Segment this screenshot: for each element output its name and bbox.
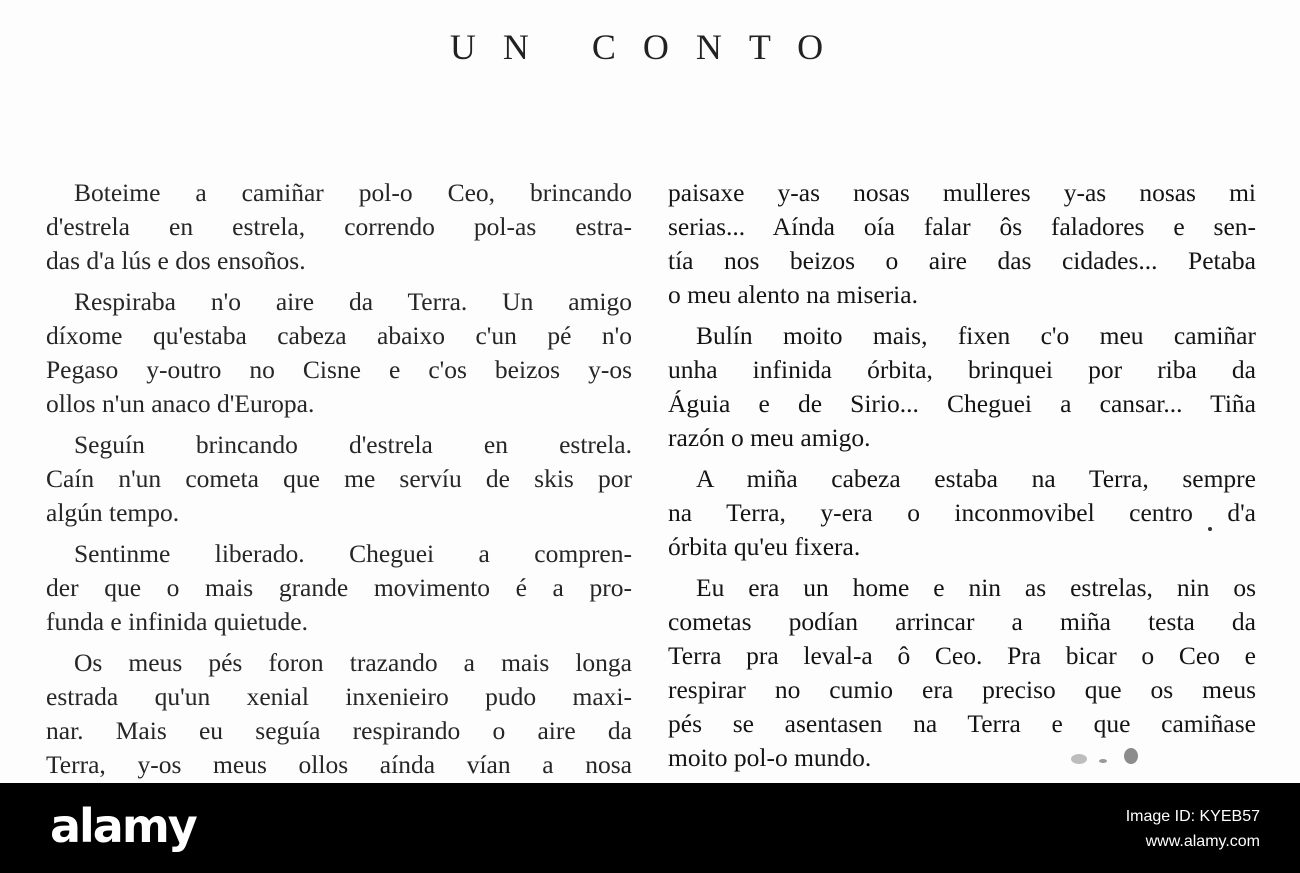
text-line: o meu alento na miseria. (668, 280, 918, 309)
site-url-text: www.alamy.com (1145, 833, 1260, 850)
text-line: d'estrela en estrela, correndo pol-as estra- (46, 212, 632, 241)
paragraph-gap (46, 421, 632, 428)
paragraph-gap (46, 639, 632, 646)
text-line: nar. Mais eu seguía respirando o aire da (46, 716, 632, 745)
text-line: órbita qu'eu fixera. (668, 532, 861, 561)
right-column (668, 176, 1256, 775)
text-line: cometas podían arrincar a miña testa da (668, 607, 1256, 636)
ink-speck (1208, 527, 1212, 531)
text-line: unha infinida órbita, brinquei por riba da (668, 355, 1256, 384)
text-line: das d'a lús e dos ensoños. (46, 246, 306, 275)
image-id-text: Image ID: KYEB57 (1125, 808, 1260, 825)
left-column (46, 176, 632, 782)
text-line: paisaxe y-as nosas mulleres y-as nosas mi (668, 178, 1256, 207)
text-line: Bulín moito mais, fixen c'o meu camiñar (696, 321, 1256, 350)
paragraph-gap (46, 278, 632, 285)
text-line: der que o mais grande movimento é a pro- (46, 573, 632, 602)
paragraph-gap (668, 564, 1256, 571)
text-line: díxome qu'estaba cabeza abaixo c'un pé n'o (46, 321, 632, 350)
text-line: Respiraba n'o aire da Terra. Un amigo (74, 287, 632, 316)
alamy-logo: alamy (50, 799, 196, 853)
text-line: tía nos beizos o aire das cidades... Petaba (668, 246, 1256, 275)
text-line: A miña cabeza estaba na Terra, sempre (696, 464, 1256, 493)
text-line: Seguín brincando d'estrela en estrela. (74, 430, 632, 459)
page-title (0, 26, 1300, 68)
paragraph-gap (668, 312, 1256, 319)
text-line: Os meus pés foron trazando a mais longa (74, 648, 632, 677)
text-line: Águia e de Sirio... Cheguei a cansar... Tiña (668, 389, 1256, 418)
paragraph-gap (46, 530, 632, 537)
title-text: UN CONTO (449, 27, 851, 67)
text-line: estrada qu'un xenial inxenieiro pudo maxi- (46, 682, 632, 711)
text-line: Caín n'un cometa que me servíu de skis por (46, 464, 632, 493)
text-line: Boteime a camiñar pol-o Ceo, brincando (74, 178, 632, 207)
text-line: serias... Aínda oía falar ôs faladores e sen- (668, 212, 1256, 241)
text-line: algún tempo. (46, 498, 180, 527)
text-line: Terra, y-os meus ollos aínda vían a nosa (46, 750, 632, 779)
ink-smudge (1065, 745, 1145, 769)
text-line: Terra pra leval-a ô Ceo. Pra bicar o Ceo e (668, 641, 1256, 670)
watermark-bar (0, 783, 1300, 873)
paragraph-gap (668, 455, 1256, 462)
text-line: pés se asentasen na Terra e que camiñase (668, 709, 1256, 738)
text-line: Pegaso y-outro no Cisne e c'os beizos y-os (46, 355, 632, 384)
text-line: Eu era un home e nin as estrelas, nin os (696, 573, 1256, 602)
text-line: na Terra, y-era o inconmovibel centro d'a (668, 498, 1256, 527)
text-line: ollos n'un anaco d'Europa. (46, 389, 315, 418)
text-line: respirar no cumio era preciso que os meus (668, 675, 1256, 704)
text-line: moito pol-o mundo. (668, 743, 872, 772)
text-line: razón o meu amigo. (668, 423, 871, 452)
image-reference (1126, 804, 1260, 854)
text-line: Sentinme liberado. Cheguei a compren- (74, 539, 632, 568)
text-line: funda e infinida quietude. (46, 607, 308, 636)
